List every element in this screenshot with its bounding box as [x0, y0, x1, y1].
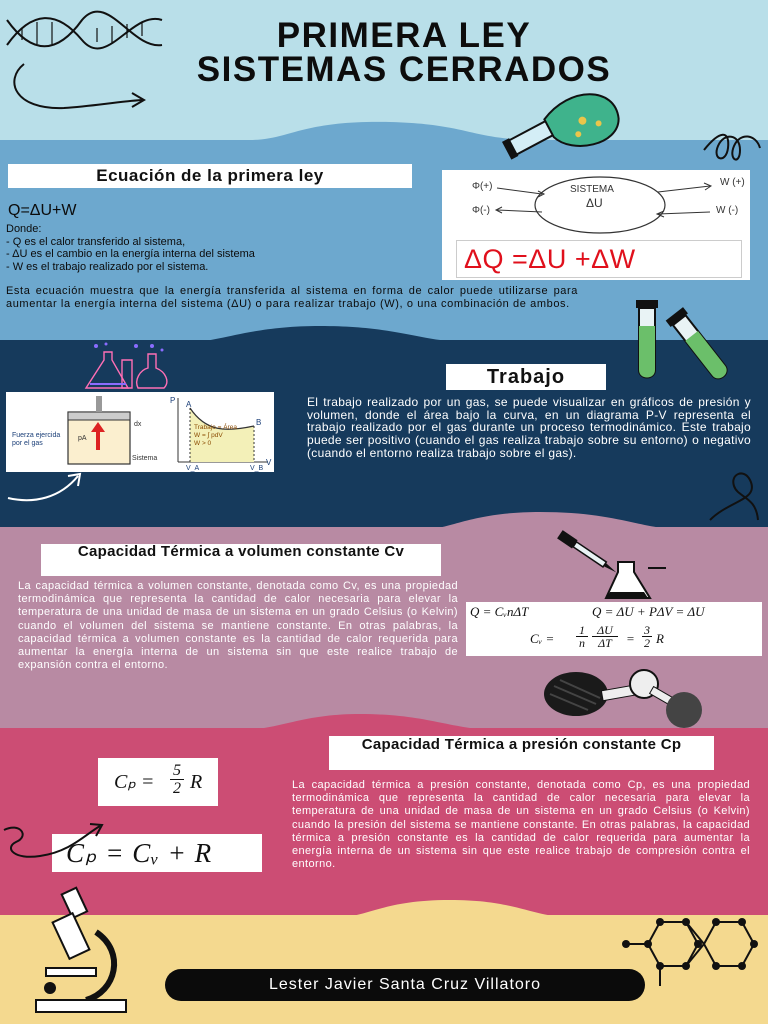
cp-fraction [170, 762, 184, 797]
system-symbol: ΔU [586, 196, 603, 210]
author-name: Lester Javier Santa Cruz Villatoro [165, 969, 645, 1001]
pa-label: pA [78, 435, 87, 442]
cv-formulas [466, 602, 762, 656]
section4-heading [329, 736, 714, 770]
cv-equals: = [626, 631, 635, 646]
arrow-icon [4, 60, 154, 120]
definition-line: Donde: [6, 223, 42, 235]
energy-formula: ΔQ =ΔU +ΔW [464, 244, 636, 274]
dropper-flask-icon [552, 528, 672, 604]
arrow-icon [0, 820, 110, 880]
spiral-icon [700, 120, 766, 170]
fraction-denominator: n [579, 636, 585, 650]
system-label: Sistema [132, 455, 158, 462]
work-line: W > 0 [194, 440, 212, 447]
cv-formula-heat: Q = CᵥnΔT [470, 604, 529, 619]
pv-diagram-figure [6, 392, 274, 472]
section2-heading: Trabajo [446, 364, 606, 390]
dna-icon [2, 0, 192, 60]
page-title: PRIMERA LEY [276, 16, 532, 55]
cp-cv-relation: Cₚ = Cᵥ + R [66, 838, 213, 868]
cp-r: R [190, 771, 203, 793]
heat-in-label: Φ(+) [472, 181, 493, 192]
cp-left: Cₚ = [114, 771, 155, 793]
definition-line: - W es el trabajo realizado por el sistema. [6, 260, 209, 273]
section2-paragraph: El trabajo realizado por un gas, se puede visualizar en gráficos de presión y volumen, donde el área bajo la curva, en un diagrama P-V representa el trabajo realizado por el gas durante un proceso termodinámico. Este trabajo puede ser positivo (cuando el gas realiza trabajo sobre su entorno) o negativo (cuando el entorno realiza trabajo sobre el gas). [307, 395, 751, 460]
fraction-denominator: 2 [644, 636, 650, 650]
cp-formula-ratio [98, 758, 218, 806]
heat-out-label: Φ(-) [472, 205, 490, 216]
work-out-label: W (-) [716, 205, 739, 216]
first-law-equation: Q=ΔU+W [8, 202, 77, 219]
work-in-label: W (+) [720, 177, 745, 188]
system-label: SISTEMA [570, 184, 614, 195]
flask-icon [488, 88, 628, 168]
point-a-label: A [186, 400, 192, 409]
fraction-numerator: 1 [576, 624, 588, 637]
potions-icon [76, 340, 176, 392]
cv-fraction [592, 624, 618, 649]
cv-fraction [642, 624, 652, 649]
fraction-denominator: ΔT [598, 636, 612, 650]
system-diagram [442, 170, 750, 280]
definition-line: - ΔU es el cambio en la energía interna del sistema [6, 248, 255, 260]
molecule-icon [540, 660, 710, 730]
page-subtitle: SISTEMAS CERRADOS [196, 50, 612, 89]
point-b-label: B [256, 418, 262, 427]
p-axis-label: P [170, 396, 176, 405]
test-tubes-icon [628, 296, 768, 386]
work-line: W = ∫ pdV [194, 432, 223, 439]
force-label: Fuerza ejercida por el gas [12, 432, 61, 447]
microscope-icon [16, 882, 136, 1022]
section1-paragraph: Esta ecuación muestra que la energía transferida al sistema en forma de calor puede utilizarse para aumentar la energía interna del sistema (ΔU) o para realizar trabajo (W), o una combinación de ambos. [6, 285, 578, 310]
section3-heading-text: Capacidad Térmica a volumen constante Cv [77, 543, 405, 560]
va-label: V_A [186, 465, 200, 472]
section3-paragraph: La capacidad térmica a volumen constante, denotada como Cv, es una propiedad termodinámica que representa la cantidad de calor necesaria para elevar la temperatura de una unidad de masa de un sistema en un grado Celsius (o Kelvin) cuando el volumen del sistema se mantiene constante. En otras palabras, la capacidad térmica a volumen constante es la cantidad de calor requerida para aumentar la energía interna de un sistema sin que este realice trabajo de expansión contra el entorno. [18, 580, 458, 672]
cv-formula-left: Cᵥ = [530, 631, 555, 646]
work-annotation [194, 424, 237, 448]
work-line: Trabajo = Área [194, 424, 237, 431]
fraction-numerator: 3 [644, 623, 650, 637]
fraction-numerator: 5 [170, 762, 184, 780]
section4-paragraph: La capacidad térmica a presión constante, denotada como Cp, es una propiedad termodinámica que representa la cantidad de calor necesaria para elevar la temperatura de una unidad de masa de un sistema en un grado Celsius (o Kelvin) cuando la presión del sistema se mantiene constante. En otras palabras, la capacidad térmica a presión constante es la cantidad de calor requerida para aumentar la energía interna de un sistema sin que este realice trabajo de compresión contra el entorno. [292, 779, 750, 871]
cv-formula-energy: Q = ΔU + PΔV = ΔU [592, 604, 705, 619]
definitions-list [6, 223, 255, 273]
cv-r: R [656, 631, 664, 646]
section4-heading-text: Capacidad Térmica a presión constante Cp [361, 736, 682, 753]
fraction-denominator: 2 [173, 780, 181, 797]
definition-line: - Q es el calor transferido al sistema, [6, 235, 186, 248]
wave-divider [0, 118, 768, 158]
swirl-icon [700, 460, 766, 532]
vb-label: V_B [250, 465, 264, 472]
cv-fraction [576, 624, 588, 649]
section3-heading [41, 544, 441, 576]
v-axis-label: V [266, 458, 272, 467]
dx-label: dx [134, 421, 142, 428]
fraction-numerator: ΔU [592, 624, 618, 637]
arrow-icon [4, 468, 88, 506]
section1-heading: Ecuación de la primera ley [8, 164, 412, 188]
